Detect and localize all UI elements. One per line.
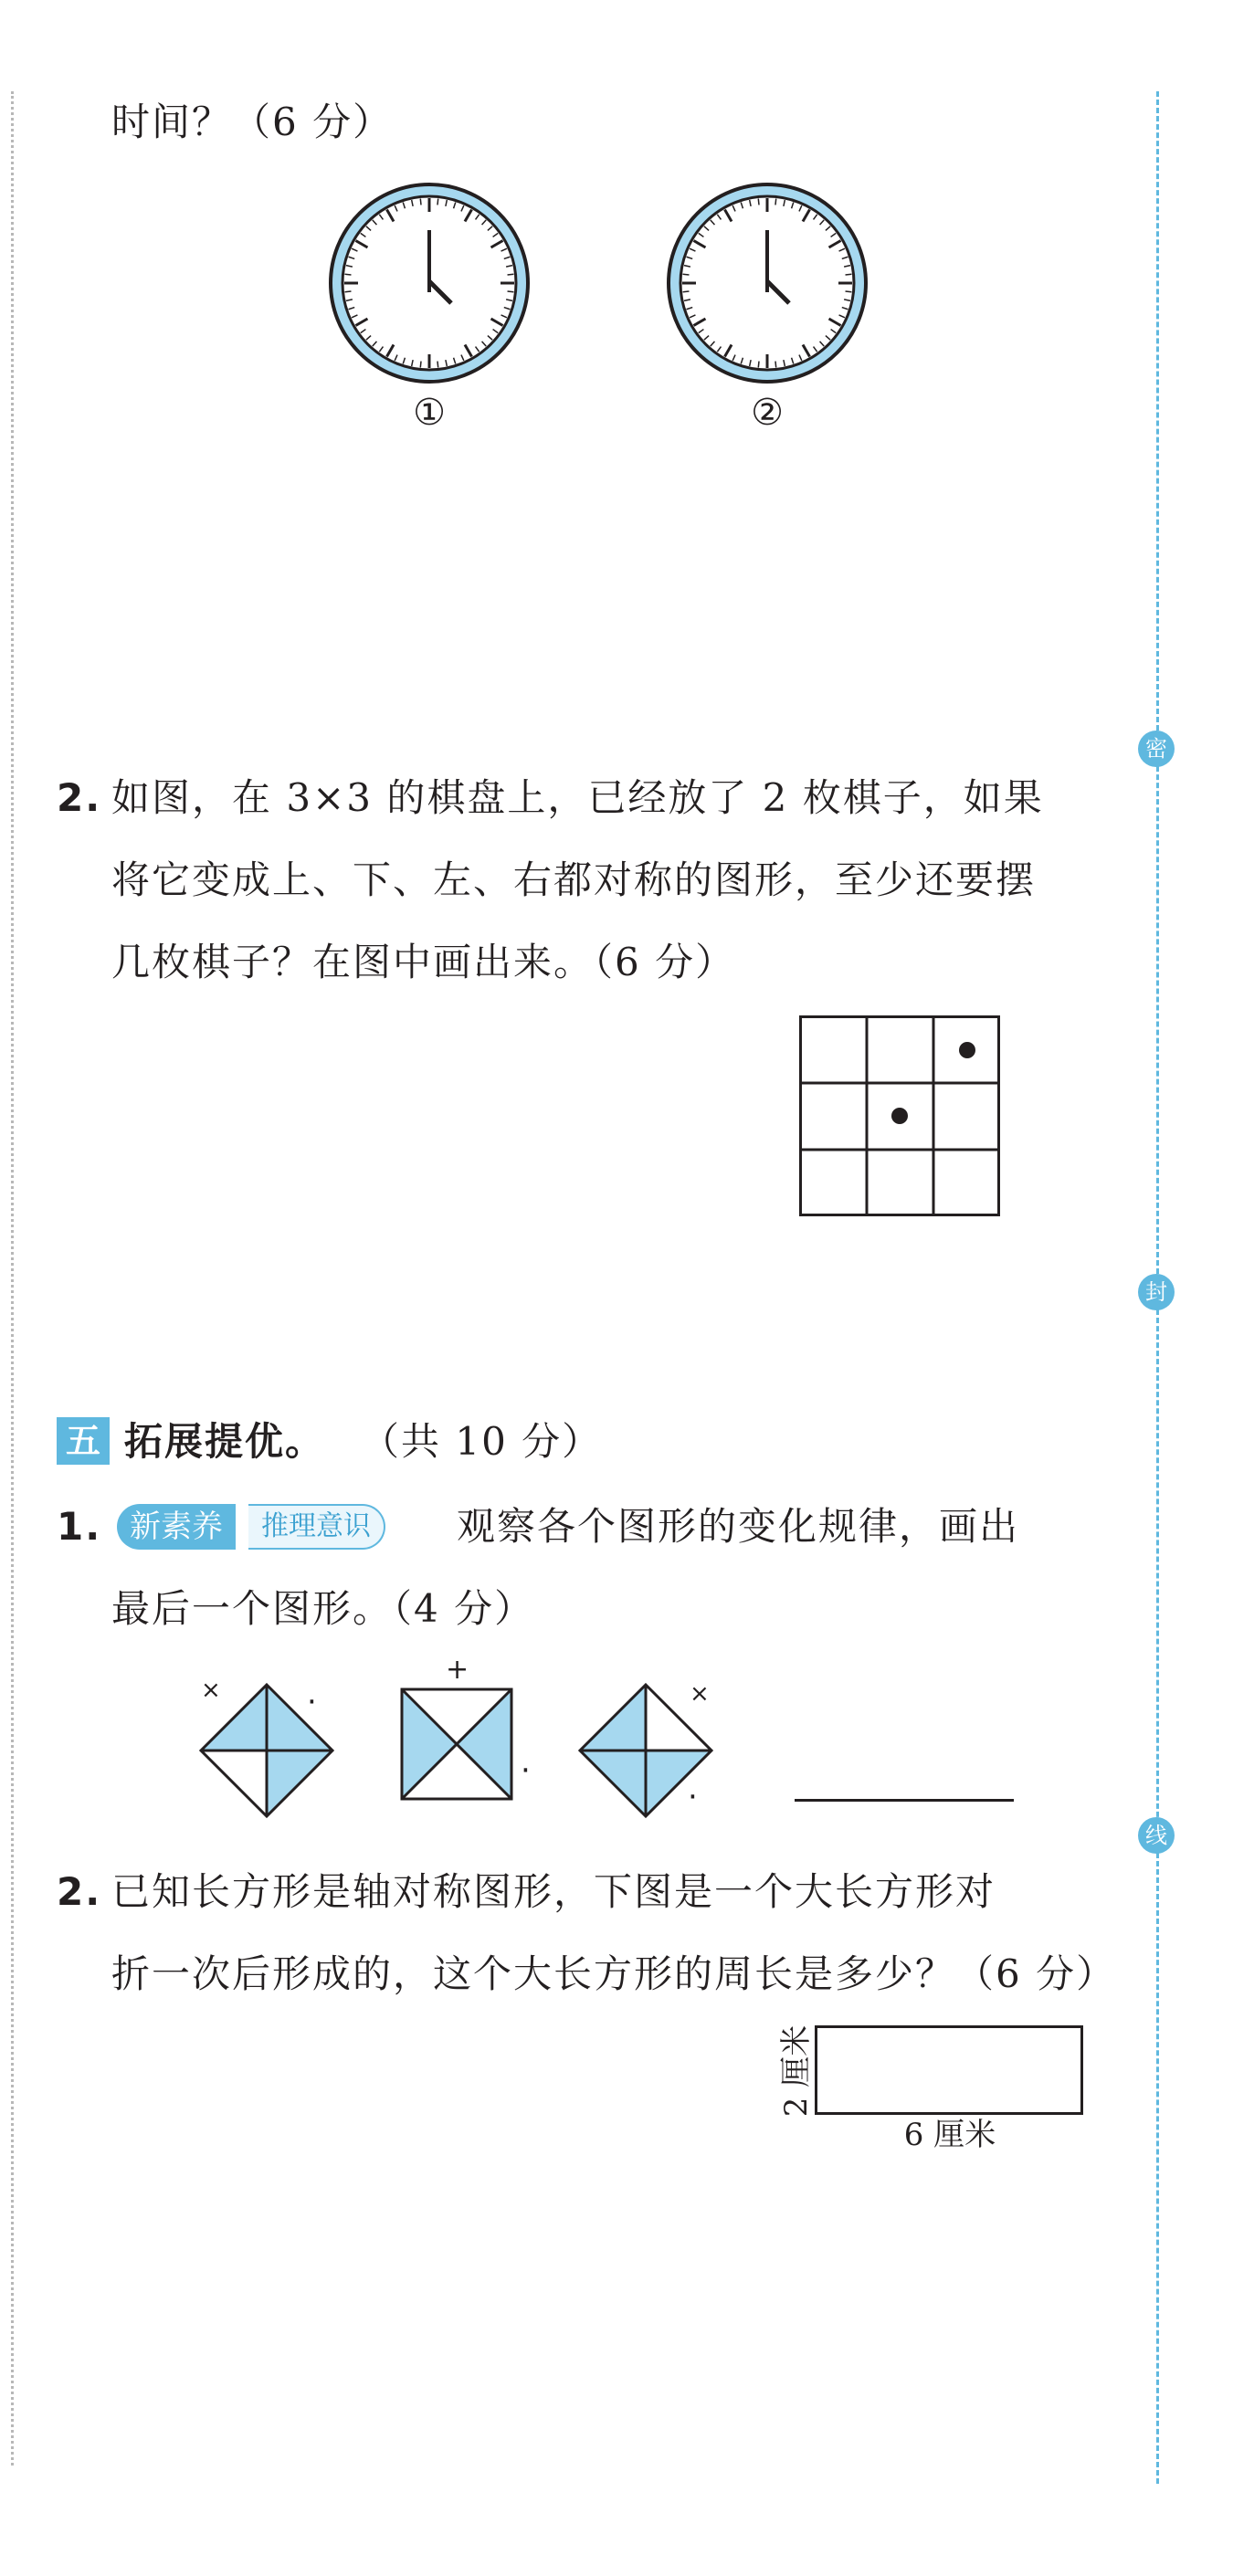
pattern-figure-3 xyxy=(562,1667,754,1831)
width-label: 6 厘米 xyxy=(903,2117,996,2153)
clock-2 xyxy=(662,178,872,388)
section-5-question-2-line-1: 已知长方形是轴对称图形，下图是一个大长方形对 xyxy=(111,1869,996,1914)
dot-mark: · xyxy=(688,1779,698,1815)
cross-mark: × xyxy=(201,1677,221,1704)
question-2-number: 2. xyxy=(57,775,102,820)
clock-1 xyxy=(324,178,534,388)
section-5-question-2-number: 2. xyxy=(57,1869,102,1914)
answer-line[interactable] xyxy=(795,1799,1014,1802)
chess-board-3x3[interactable] xyxy=(799,1015,1000,1216)
literacy-tag: 新素养 xyxy=(117,1504,236,1550)
section-5-question-1-line-2: 最后一个图形。（4 分） xyxy=(111,1586,535,1631)
dot-mark: · xyxy=(307,1684,317,1720)
question-2-line-1: 如图，在 3×3 的棋盘上，已经放了 2 枚棋子，如果 xyxy=(111,775,1044,820)
dot-mark: · xyxy=(521,1752,531,1789)
cross-mark: × xyxy=(690,1680,710,1708)
pattern-figure-1 xyxy=(183,1667,365,1831)
margin-badge-mi: 密 xyxy=(1138,731,1175,767)
section-5-question-1-line-1: 观察各个图形的变化规律，画出 xyxy=(457,1504,1020,1549)
section-5-question-1-number: 1. xyxy=(57,1504,102,1549)
section-5-title: 拓展提优。 xyxy=(124,1419,326,1464)
question-2-line-2: 将它变成上、下、左、右都对称的图形，至少还要摆 xyxy=(111,857,1037,902)
chess-piece xyxy=(891,1108,908,1124)
chess-piece xyxy=(959,1042,975,1058)
section-5-question-2-line-2: 折一次后形成的，这个大长方形的周长是多少？（6 分） xyxy=(111,1951,1117,1996)
question-1-tail: 时间？（6 分） xyxy=(111,100,394,144)
height-label: 2 厘米 xyxy=(778,2024,815,2118)
plus-mark: + xyxy=(446,1654,469,1686)
clock-label-2: ② xyxy=(751,392,784,434)
reasoning-tag: 推理意识 xyxy=(248,1504,385,1550)
section-5-points: （共 10 分） xyxy=(361,1419,603,1464)
folded-rectangle xyxy=(815,2025,1083,2115)
question-2-line-3: 几枚棋子？在图中画出来。（6 分） xyxy=(111,940,736,984)
clock-label-1: ① xyxy=(413,392,446,434)
pattern-figure-2 xyxy=(393,1653,557,1817)
margin-badge-xian: 线 xyxy=(1138,1817,1175,1854)
binding-dotted-line xyxy=(11,91,14,2466)
section-5-badge: 五 xyxy=(57,1417,110,1465)
margin-badge-feng: 封 xyxy=(1138,1274,1175,1310)
